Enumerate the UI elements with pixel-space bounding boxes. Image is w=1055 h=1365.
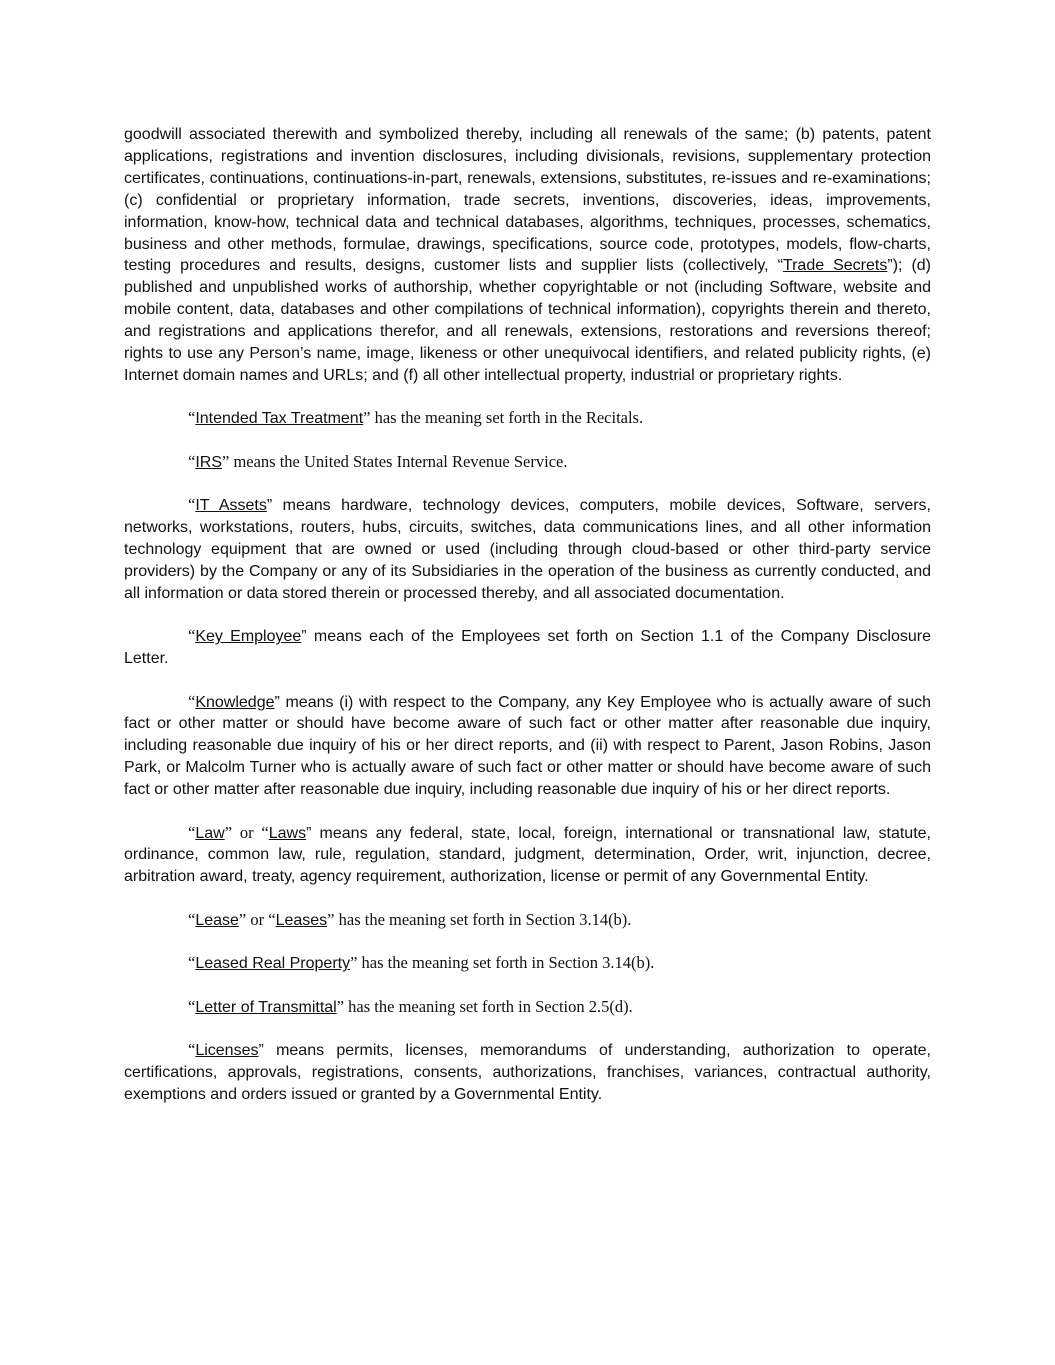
definition-law <box>124 822 931 889</box>
definition-intended-tax-treatment <box>124 407 931 430</box>
defined-term: Lease <box>195 911 239 929</box>
definition-text: ” means (i) with respect to the Company, any Key Employee who is actually aware of such fact or other matter or should have become aware of such fact or other matter after reasonable due inquiry, including reasonable due inquiry of his or her direct reports, and (ii) with respect to Parent, Jason Robins, Jason Park, or Malcolm Turner who is actually aware of such fact or other matter or should have become aware of such fact or other matter after reasonable due inquiry, including reasonable due inquiry of his or her direct reports. <box>124 693 931 799</box>
defined-term: Leases <box>275 911 328 929</box>
quote-open: “ <box>188 953 196 973</box>
defined-term: Letter of Transmittal <box>195 998 337 1016</box>
defined-term: Key Employee <box>195 628 302 646</box>
definition-text: ” means the United States Internal Revenue Service. <box>222 451 568 471</box>
document-page <box>124 124 931 1126</box>
definition-text: ” means permits, licenses, memorandums of understanding, authorization to operate, certifications, approvals, registrations, consents, authorizations, franchises, variances, contractual authority, exemptions and orders issued or granted by a Governmental Entity. <box>124 1042 931 1103</box>
definition-text: ” has the meaning set forth in Section 2.5(d). <box>336 996 633 1016</box>
definition-key-employee <box>124 625 931 670</box>
quote-open: “ <box>188 691 196 711</box>
quote-open: “ <box>188 626 196 646</box>
definition-irs <box>124 451 931 474</box>
defined-term: Law <box>195 824 225 842</box>
definition-licenses <box>124 1039 931 1106</box>
definition-it-assets <box>124 494 931 605</box>
connector-text: ” or “ <box>238 909 276 929</box>
definition-knowledge <box>124 691 931 802</box>
paragraph-ip-continuation <box>124 124 931 387</box>
paragraph-text: goodwill associated therewith and symbolized thereby, including all renewals of the same; (b) patents, patent applications, registrations and invention disclosures, including divisionals, revisions, supplementary protection certificates, continuations, continuations-in-part, renewals, extensions, substitutes, re-issues and re-examinations; (c) confidential or proprietary information, trade secrets, inventions, discoveries, ideas, improvements, information, know-how, technical data and technical databases, algorithms, techniques, processes, schematics, business and other methods, formulae, drawings, specifications, source code, prototypes, models, flow-charts, testing procedures and results, designs, customer lists and supplier lists (collectively, “ <box>124 126 931 275</box>
quote-open: “ <box>188 408 196 428</box>
quote-open: “ <box>188 996 196 1016</box>
defined-term: Laws <box>268 824 307 842</box>
defined-term-trade-secrets: Trade Secrets <box>782 257 888 275</box>
definition-lease <box>124 909 931 932</box>
quote-open: “ <box>188 451 196 471</box>
definition-text: ” means each of the Employees set forth on Section 1.1 of the Company Disclosure Letter. <box>124 628 931 668</box>
defined-term: IT Assets <box>195 497 267 515</box>
quote-open: “ <box>188 495 196 515</box>
defined-term: Knowledge <box>195 693 275 711</box>
definition-leased-real-property <box>124 952 931 975</box>
defined-term: Licenses <box>195 1042 259 1059</box>
quote-open: “ <box>188 1040 196 1059</box>
defined-term: Intended Tax Treatment <box>195 410 364 428</box>
connector-text: ” or “ <box>224 822 269 842</box>
defined-term: IRS <box>195 453 222 471</box>
quote-open: “ <box>188 822 196 842</box>
definition-text: ” has the meaning set forth in the Recitals. <box>363 408 644 428</box>
definition-letter-of-transmittal <box>124 996 931 1019</box>
definition-text: ” means hardware, technology devices, computers, mobile devices, Software, servers, networks, workstations, routers, hubs, circuits, switches, data communications lines, and all other information technology equipment that are owned or used (including through cloud-based or other third-party service providers) by the Company or any of its Subsidiaries in the operation of the business as currently conducted, and all information or data stored therein or processed thereby, and all associated documentation. <box>124 497 932 602</box>
definition-text: ” means any federal, state, local, foreign, international or transnational law, statute, ordinance, common law, rule, regulation, standard, judgment, determination, Order, writ, injunction, decree, arbitration award, treaty, agency requirement, authorization, license or permit of any Governmental Entity. <box>124 824 931 886</box>
definition-text: ” has the meaning set forth in Section 3.14(b). <box>327 909 632 929</box>
definition-text: ” has the meaning set forth in Section 3.14(b). <box>350 953 655 973</box>
defined-term: Leased Real Property <box>195 955 351 973</box>
quote-open: “ <box>188 909 196 929</box>
paragraph-text: ”); (d) published and unpublished works of authorship, whether copyrightable or not (including Software, website and mobile content, data, databases and other compilations of technical information), copyrights therein and thereto, and registrations and applications therefor, and all renewals, extensions, restorations and reversions thereof; rights to use any Person’s name, image, likeness or other unequivocal identifiers, and related publicity rights, (e) Internet domain names and URLs; and (f) all other intellectual property, industrial or proprietary rights. <box>124 257 932 384</box>
